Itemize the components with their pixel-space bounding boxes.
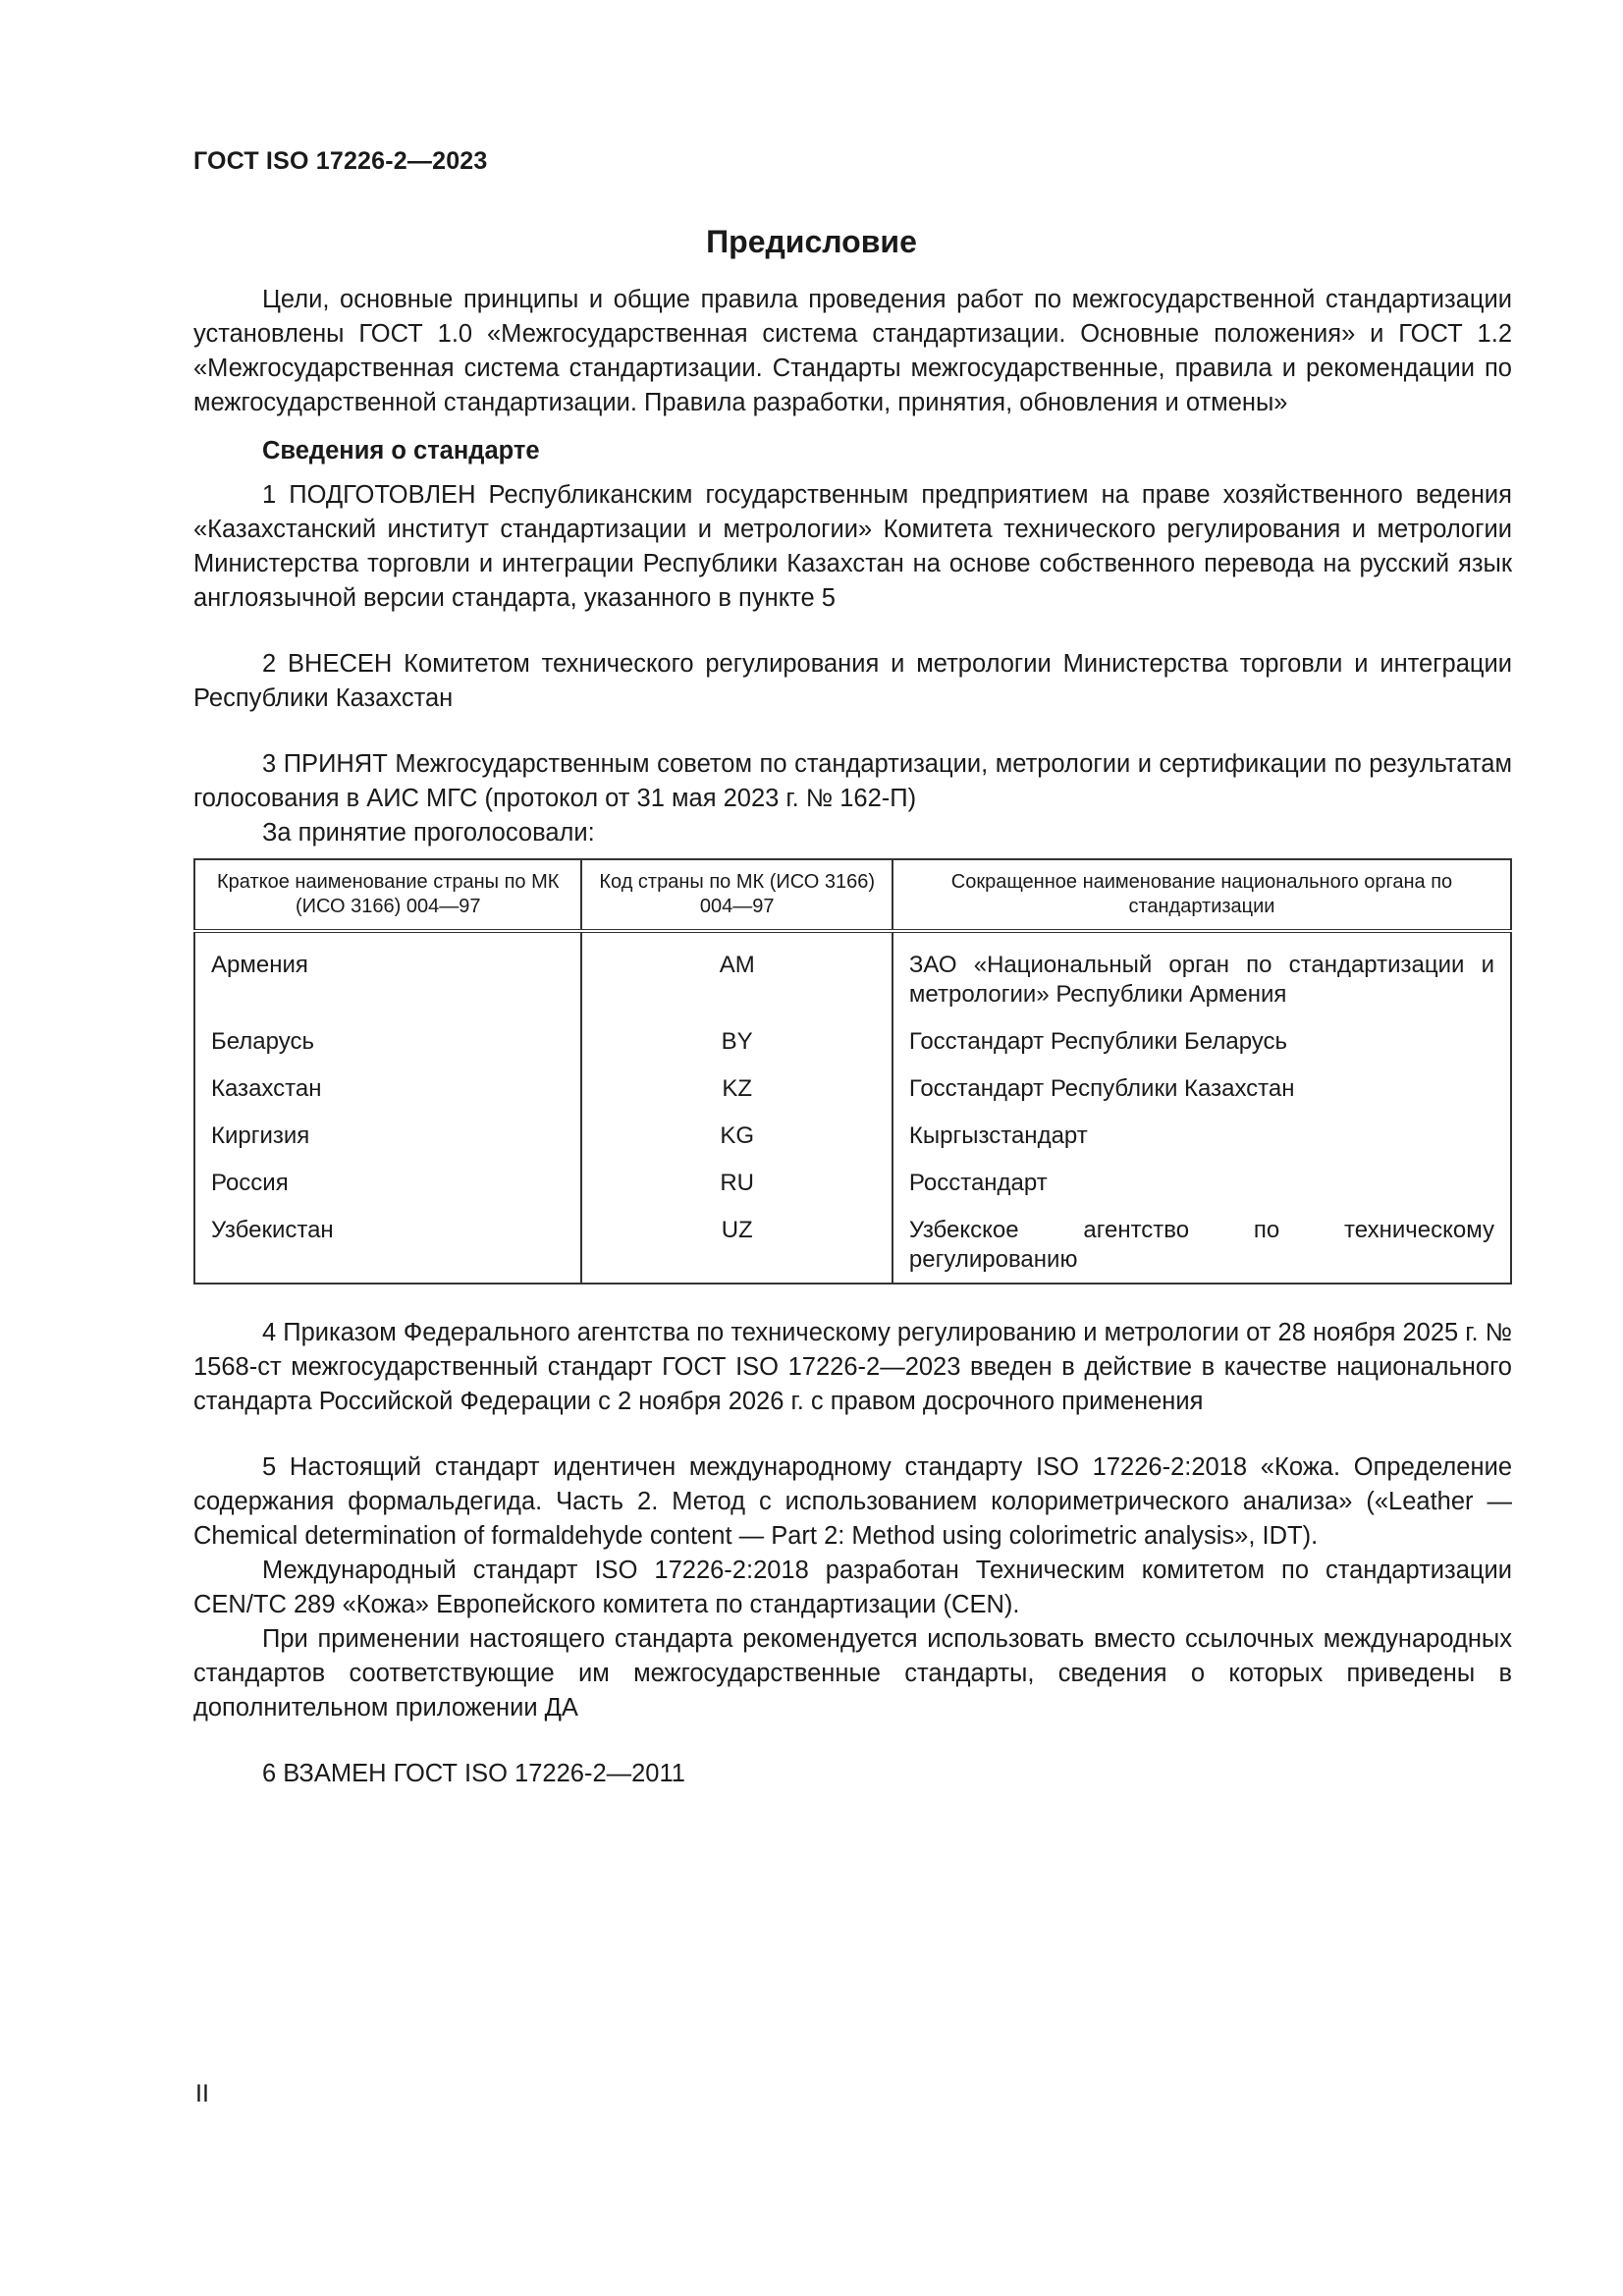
code-cell: UZ (581, 1207, 892, 1284)
organization-cell: Госстандарт Республики Беларусь (893, 1018, 1511, 1066)
item-5-application-paragraph: При применении настоящего стандарта рекомендуется использовать вместо ссылочных международных стандартов соответствующие им межгосударственные стандарты, сведения о которых приведены в дополнительном приложении ДА (193, 1625, 1512, 1722)
country-cell: Россия (194, 1160, 581, 1207)
item-1-paragraph: 1 ПОДГОТОВЛЕН Республиканским государственным предприятием на праве хозяйственного ведения «Казахстанский институт стандартизации и метрологии» Комитета технического регулирования и метрологии Министерства торговли и интеграции Республики Казахстан на основе собственного перевода на русский язык англоязычной версии стандарта, указанного в пункте 5 (193, 481, 1512, 612)
code-cell: RU (581, 1160, 892, 1207)
page-number: II (195, 2080, 209, 2107)
item-4-paragraph: 4 Приказом Федерального агентства по техническому регулированию и метрологии от 28 ноября 2025 г. № 1568-ст межгосударственный стандарт ГОСТ ISO 17226-2—2023 введен в действие в качестве национального стандарта Российской Федерации с 2 ноября 2026 г. с правом досрочного применения (193, 1319, 1512, 1415)
table-row (194, 1066, 1511, 1113)
item-6-paragraph: 6 ВЗАМЕН ГОСТ ISO 17226-2—2011 (262, 1760, 685, 1787)
page-title: Предисловие (706, 224, 917, 259)
table-row (194, 1018, 1511, 1066)
voting-table (193, 858, 1512, 1285)
item-5-paragraph: 5 Настоящий стандарт идентичен международному стандарту ISO 17226-2:2018 «Кожа. Определение содержания формальдегида. Часть 2. Метод с использованием колориметрического анализа» («Leather — Chemical determination of formaldehyde content — Part 2: Method using colorimetric analysis», IDT). (193, 1453, 1512, 1550)
column-header-organization: Сокращенное наименование национального органа по стандартизации (893, 859, 1511, 931)
table-header-row (194, 859, 1511, 931)
organization-cell: Кыргызстандарт (893, 1113, 1511, 1160)
organization-cell: Госстандарт Республики Казахстан (893, 1066, 1511, 1113)
item-5-developer-paragraph: Международный стандарт ISO 17226-2:2018 разработан Техническим комитетом по стандартизации CEN/TC 289 «Кожа» Европейского комитета по стандартизации (CEN). (193, 1557, 1512, 1618)
vote-label: За принятие проголосовали: (262, 819, 595, 847)
document-code: ГОСТ ISO 17226-2—2023 (193, 147, 488, 175)
country-cell: Беларусь (194, 1018, 581, 1066)
country-cell: Киргизия (194, 1113, 581, 1160)
table-row (194, 1113, 1511, 1160)
organization-cell: Росстандарт (893, 1160, 1511, 1207)
section-subheading: Сведения о стандарте (262, 437, 540, 465)
code-cell: KZ (581, 1066, 892, 1113)
country-cell: Казахстан (194, 1066, 581, 1113)
code-cell: AM (581, 931, 892, 1018)
organization-cell: Узбекское агентство по техническому регулированию (893, 1207, 1511, 1284)
table-row (194, 1207, 1511, 1284)
code-cell: BY (581, 1018, 892, 1066)
country-cell: Армения (194, 931, 581, 1018)
table-row (194, 931, 1511, 1018)
item-2-paragraph: 2 ВНЕСЕН Комитетом технического регулирования и метрологии Министерства торговли и интеграции Республики Казахстан (193, 650, 1512, 712)
organization-cell: ЗАО «Национальный орган по стандартизации и метрологии» Республики Армения (893, 931, 1511, 1018)
column-header-country: Краткое наименование страны по МК (ИСО 3166) 004—97 (194, 859, 581, 931)
preface-body (193, 283, 1512, 1791)
table-row (194, 1160, 1511, 1207)
item-3-paragraph: 3 ПРИНЯТ Межгосударственным советом по стандартизации, метрологии и сертификации по результатам голосования в АИС МГС (протокол от 31 мая 2023 г. № 162-П) (193, 750, 1512, 812)
intro-paragraph: Цели, основные принципы и общие правила проведения работ по межгосударственной стандартизации установлены ГОСТ 1.0 «Межгосударственная система стандартизации. Основные положения» и ГОСТ 1.2 «Межгосударственная система стандартизации. Стандарты межгосударственные, правила и рекомендации по межгосударственной стандартизации. Правила разработки, принятия, обновления и отмены» (193, 286, 1512, 416)
country-cell: Узбекистан (194, 1207, 581, 1284)
code-cell: KG (581, 1113, 892, 1160)
column-header-code: Код страны по МК (ИСО 3166) 004—97 (581, 859, 892, 931)
